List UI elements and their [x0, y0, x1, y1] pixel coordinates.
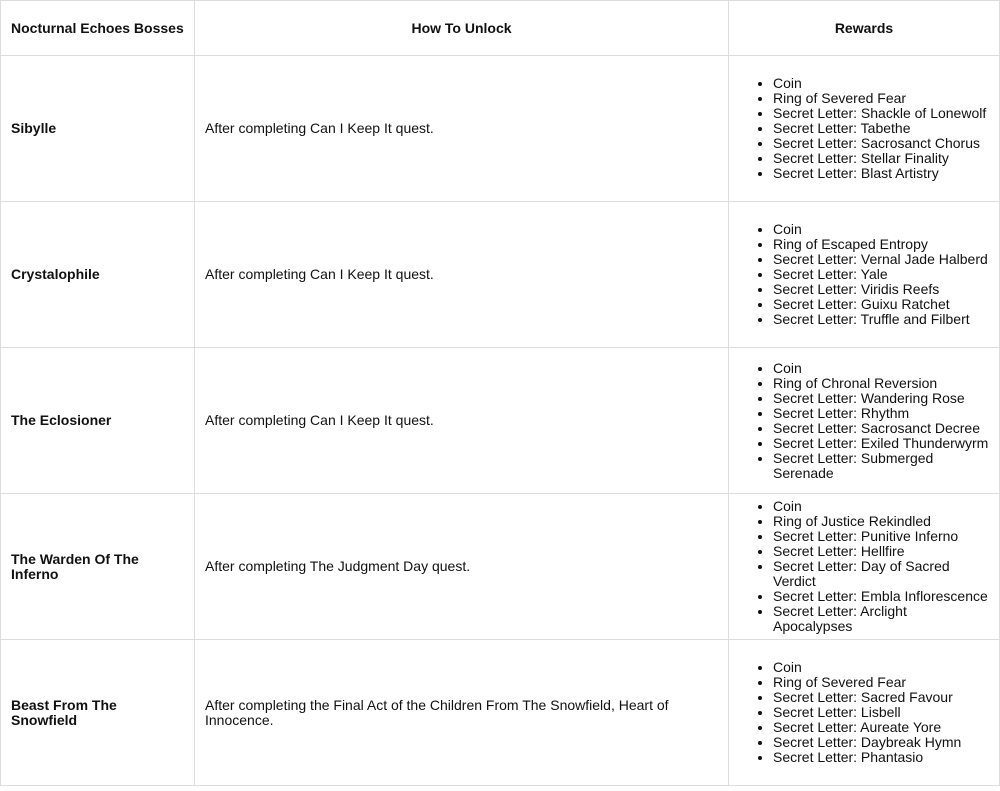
rewards-cell: [729, 202, 1000, 348]
reward-item: • Ring of Chronal Reversion: [773, 376, 989, 391]
reward-item: • Secret Letter: Sacrosanct Chorus: [773, 136, 989, 151]
reward-item: • Secret Letter: Blast Artistry: [773, 166, 989, 181]
reward-item: • Secret Letter: Shackle of Lonewolf: [773, 106, 989, 121]
boss-name: Beast From The Snowfield: [1, 640, 195, 786]
table-row: [1, 640, 1000, 786]
header-how-to-unlock: How To Unlock: [195, 1, 729, 56]
unlock-condition: After completing Can I Keep It quest.: [195, 202, 729, 348]
reward-item: • Ring of Severed Fear: [773, 675, 989, 690]
reward-item: • Coin: [773, 660, 989, 675]
reward-item: • Secret Letter: Vernal Jade Halberd: [773, 252, 989, 267]
reward-item: • Ring of Escaped Entropy: [773, 237, 989, 252]
reward-item: • Secret Letter: Truffle and Filbert: [773, 312, 989, 327]
header-boss: Nocturnal Echoes Bosses: [1, 1, 195, 56]
rewards-list: [739, 222, 989, 327]
reward-item: • Coin: [773, 361, 989, 376]
reward-item: • Secret Letter: Phantasio: [773, 750, 989, 765]
reward-item: • Secret Letter: Submerged Serenade: [773, 451, 989, 481]
rewards-list: [739, 361, 989, 481]
reward-item: • Secret Letter: Aureate Yore: [773, 720, 989, 735]
reward-item: • Secret Letter: Daybreak Hymn: [773, 735, 989, 750]
reward-item: • Secret Letter: Punitive Inferno: [773, 529, 989, 544]
rewards-cell: [729, 640, 1000, 786]
reward-item: • Secret Letter: Stellar Finality: [773, 151, 989, 166]
reward-item: • Secret Letter: Embla Inflorescence: [773, 589, 989, 604]
boss-name: Sibylle: [1, 56, 195, 202]
table-row: [1, 494, 1000, 640]
reward-item: • Secret Letter: Sacred Favour: [773, 690, 989, 705]
table-row: [1, 202, 1000, 348]
boss-name: The Warden Of The Inferno: [1, 494, 195, 640]
unlock-condition: After completing Can I Keep It quest.: [195, 56, 729, 202]
reward-item: • Coin: [773, 222, 989, 237]
reward-item: • Secret Letter: Yale: [773, 267, 989, 282]
rewards-cell: [729, 348, 1000, 494]
reward-item: • Secret Letter: Day of Sacred Verdict: [773, 559, 989, 589]
unlock-condition: After completing the Final Act of the Children From The Snowfield, Heart of Innocence.: [195, 640, 729, 786]
unlock-condition: After completing Can I Keep It quest.: [195, 348, 729, 494]
reward-item: • Ring of Severed Fear: [773, 91, 989, 106]
table-header-row: [1, 1, 1000, 56]
reward-item: • Secret Letter: Hellfire: [773, 544, 989, 559]
reward-item: • Secret Letter: Guixu Ratchet: [773, 297, 989, 312]
table-row: [1, 56, 1000, 202]
reward-item: • Secret Letter: Viridis Reefs: [773, 282, 989, 297]
reward-item: • Secret Letter: Wandering Rose: [773, 391, 989, 406]
reward-item: • Secret Letter: Exiled Thunderwyrm: [773, 436, 989, 451]
table-row: [1, 348, 1000, 494]
header-rewards: Rewards: [729, 1, 1000, 56]
rewards-list: [739, 499, 989, 634]
rewards-cell: [729, 56, 1000, 202]
reward-item: • Secret Letter: Lisbell: [773, 705, 989, 720]
rewards-list: [739, 76, 989, 181]
rewards-cell: [729, 494, 1000, 640]
reward-item: • Coin: [773, 76, 989, 91]
reward-item: • Secret Letter: Tabethe: [773, 121, 989, 136]
reward-item: • Coin: [773, 499, 989, 514]
boss-name: Crystalophile: [1, 202, 195, 348]
reward-item: • Secret Letter: Rhythm: [773, 406, 989, 421]
reward-item: • Ring of Justice Rekindled: [773, 514, 989, 529]
unlock-condition: After completing The Judgment Day quest.: [195, 494, 729, 640]
rewards-list: [739, 660, 989, 765]
reward-item: • Secret Letter: Sacrosanct Decree: [773, 421, 989, 436]
reward-item: • Secret Letter: Arclight Apocalypses: [773, 604, 989, 634]
boss-name: The Eclosioner: [1, 348, 195, 494]
